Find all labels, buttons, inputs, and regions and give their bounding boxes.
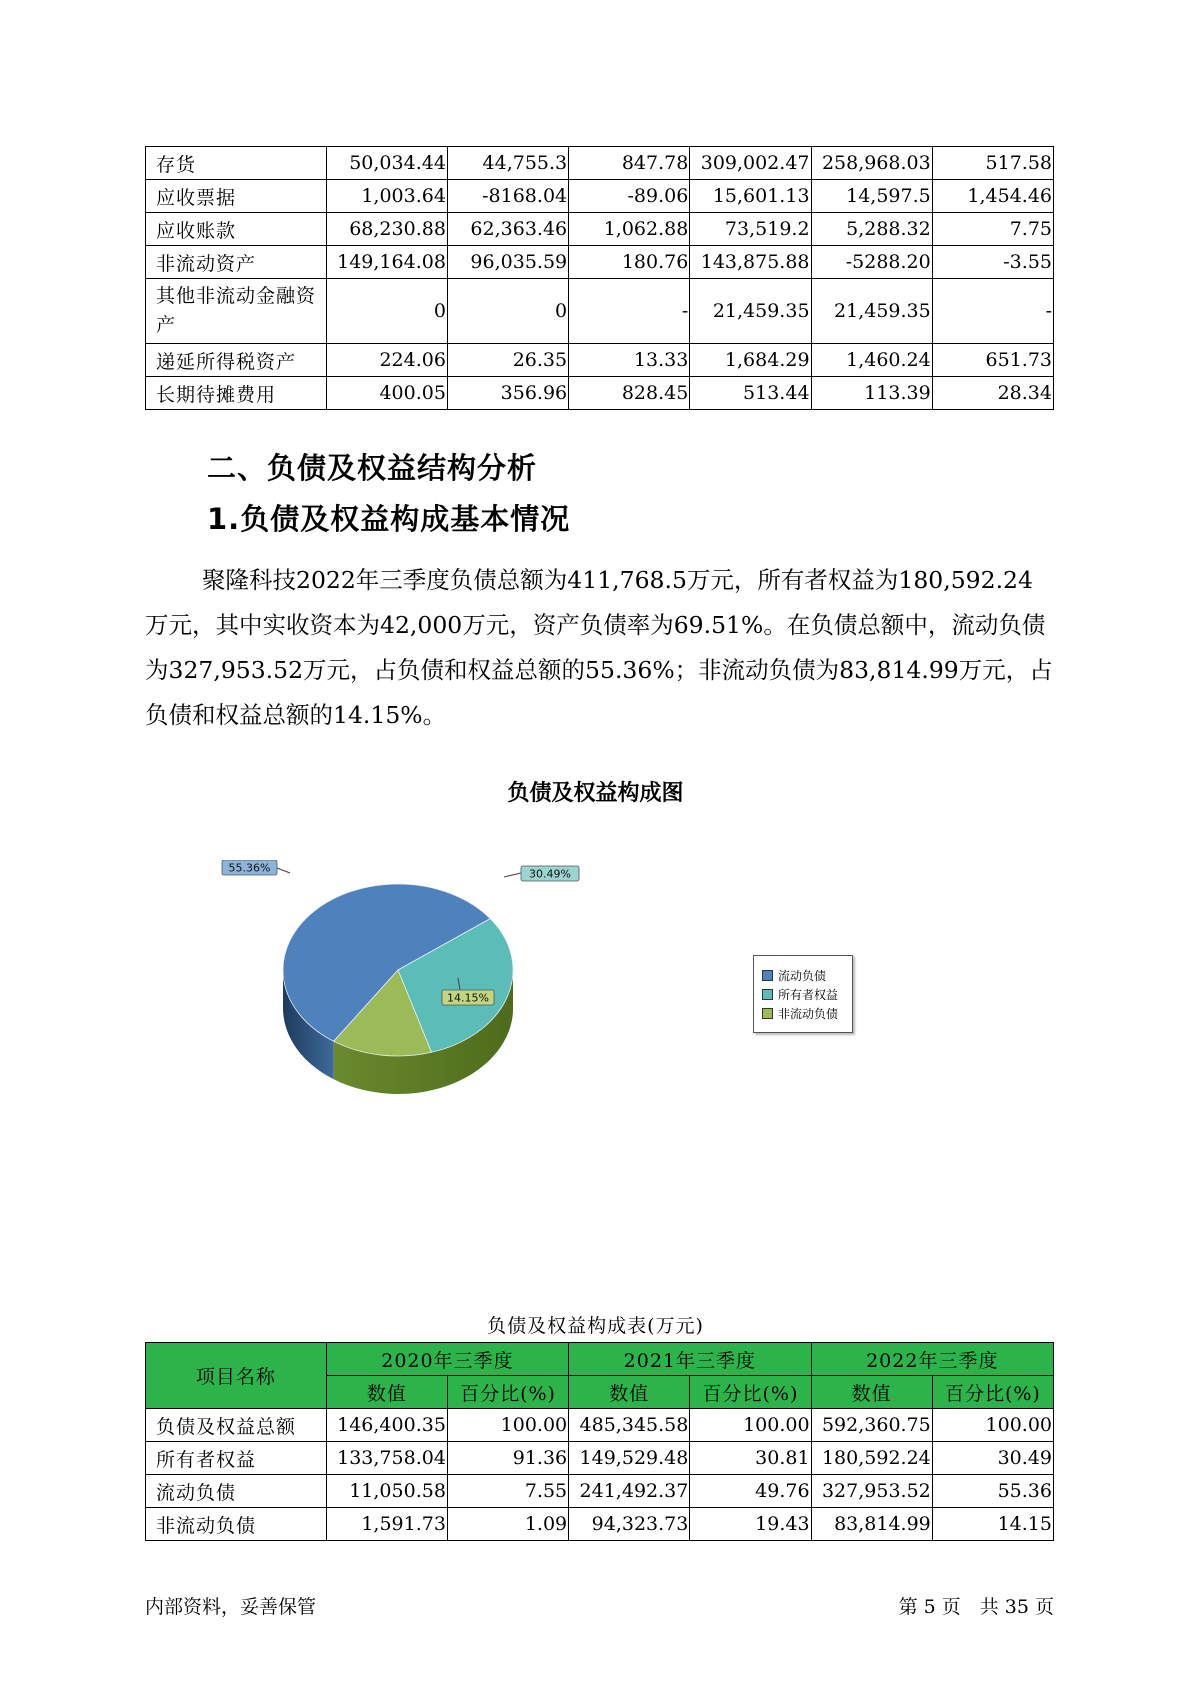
legend-item: [762, 985, 852, 1004]
table-cell: 180.76: [569, 246, 690, 279]
header-percent: 百分比(%): [690, 1376, 811, 1409]
table-cell: 149,529.48: [569, 1442, 690, 1475]
table-cell: 7.75: [932, 213, 1053, 246]
table-cell: 327,953.52: [811, 1475, 932, 1508]
table-cell: 146,400.35: [326, 1409, 447, 1442]
row-label: 非流动资产: [146, 246, 327, 279]
table-row: [146, 246, 1054, 279]
footer-page-number: 第 5 页 共 35 页: [898, 1596, 1054, 1618]
table-cell: 1,003.64: [326, 180, 447, 213]
row-label: 非流动负债: [146, 1508, 327, 1541]
table-cell: 11,050.58: [326, 1475, 447, 1508]
table-cell: 241,492.37: [569, 1475, 690, 1508]
table-cell: 133,758.04: [326, 1442, 447, 1475]
table-cell: 19.43: [690, 1508, 811, 1541]
table-cell: 0: [447, 279, 568, 344]
table-cell: 13.33: [569, 344, 690, 377]
table-cell: 1,591.73: [326, 1508, 447, 1541]
legend-label: 流动负债: [778, 969, 827, 983]
row-label: 其他非流动金融资产: [146, 279, 327, 344]
data-label: 14.15%: [447, 991, 489, 1005]
data-label: 55.36%: [228, 861, 271, 875]
table-cell: -5288.20: [811, 246, 932, 279]
table-cell: 100.00: [447, 1409, 568, 1442]
table-cell: 400.05: [326, 377, 447, 410]
row-label: 递延所得税资产: [146, 344, 327, 377]
table-cell: 21,459.35: [690, 279, 811, 344]
table-cell: -89.06: [569, 180, 690, 213]
table-cell: 224.06: [326, 344, 447, 377]
legend-item: [762, 966, 852, 985]
table-cell: 55.36: [932, 1475, 1053, 1508]
table-cell: 14,597.5: [811, 180, 932, 213]
table-cell: -8168.04: [447, 180, 568, 213]
legend-swatch: [762, 1008, 773, 1019]
header-value: 数值: [569, 1376, 690, 1409]
table-cell: 96,035.59: [447, 246, 568, 279]
table-row: [146, 377, 1054, 410]
table-cell: 68,230.88: [326, 213, 447, 246]
table-cell: -3.55: [932, 246, 1053, 279]
table-row: [146, 1442, 1054, 1475]
table-cell: 44,755.3: [447, 147, 568, 180]
table-row: [146, 1475, 1054, 1508]
table-row: [146, 344, 1054, 377]
table-row: [146, 1409, 1054, 1442]
section-heading: 二、负债及权益结构分析: [207, 451, 538, 485]
table-caption: 负债及权益构成表(万元): [487, 1315, 704, 1337]
table-cell: 21,459.35: [811, 279, 932, 344]
table-cell: 517.58: [932, 147, 1053, 180]
table-cell: 73,519.2: [690, 213, 811, 246]
label-leader-line: [277, 868, 290, 873]
legend-label: 所有者权益: [778, 988, 839, 1002]
table-cell: 847.78: [569, 147, 690, 180]
table-cell: 15,601.13: [690, 180, 811, 213]
table-cell: 592,360.75: [811, 1409, 932, 1442]
chart-legend: [753, 955, 853, 1033]
table-cell: 1,684.29: [690, 344, 811, 377]
row-label: 应收票据: [146, 180, 327, 213]
row-label: 应收账款: [146, 213, 327, 246]
table-cell: 1.09: [447, 1508, 568, 1541]
table-cell: 7.55: [447, 1475, 568, 1508]
table-row: [146, 180, 1054, 213]
header-year-2020: 2020年三季度: [326, 1343, 568, 1376]
table-cell: 258,968.03: [811, 147, 932, 180]
header-year-2022: 2022年三季度: [811, 1343, 1053, 1376]
summary-paragraph: 聚隆科技2022年三季度负债总额为411,768.5万元，所有者权益为180,592.24万元，其中实收资本为42,000万元，资产负债率为69.51%。在负债总额中，流动负债为327,953.52万元，占负债和权益总额的55.36%；非流动负债为83,814.99万元，占负债和权益总额的14.15%。: [145, 566, 1053, 729]
table-cell: 485,345.58: [569, 1409, 690, 1442]
liability-equity-table: [145, 1342, 1054, 1541]
table-cell: 1,460.24: [811, 344, 932, 377]
row-label: 存货: [146, 147, 327, 180]
chart-title: 负债及权益构成图: [507, 781, 684, 806]
row-label: 流动负债: [146, 1475, 327, 1508]
table-header-row: [146, 1343, 1054, 1376]
table-cell: 309,002.47: [690, 147, 811, 180]
table-cell: 94,323.73: [569, 1508, 690, 1541]
table-cell: 50,034.44: [326, 147, 447, 180]
table-cell: 62,363.46: [447, 213, 568, 246]
row-label: 长期待摊费用: [146, 377, 327, 410]
legend-swatch: [762, 970, 773, 981]
footer-confidential: 内部资料，妥善保管: [145, 1596, 317, 1618]
data-label: 30.49%: [529, 867, 571, 881]
legend-item: [762, 1004, 852, 1023]
table-row: [146, 147, 1054, 180]
table-cell: 828.45: [569, 377, 690, 410]
header-year-2021: 2021年三季度: [569, 1343, 811, 1376]
table-cell: 0: [326, 279, 447, 344]
table-cell: 100.00: [690, 1409, 811, 1442]
sub-heading: 1.负债及权益构成基本情况: [207, 502, 571, 536]
table-cell: 1,454.46: [932, 180, 1053, 213]
table-cell: 91.36: [447, 1442, 568, 1475]
table-cell: 26.35: [447, 344, 568, 377]
table-cell: 1,062.88: [569, 213, 690, 246]
table-cell: 49.76: [690, 1475, 811, 1508]
header-value: 数值: [326, 1376, 447, 1409]
row-label: 所有者权益: [146, 1442, 327, 1475]
header-percent: 百分比(%): [932, 1376, 1053, 1409]
legend-label: 非流动负债: [778, 1007, 839, 1021]
label-leader-line: [504, 873, 521, 877]
table-cell: 14.15: [932, 1508, 1053, 1541]
table-cell: -: [932, 279, 1053, 344]
row-label: 负债及权益总额: [146, 1409, 327, 1442]
table-cell: 5,288.32: [811, 213, 932, 246]
table-cell: 513.44: [690, 377, 811, 410]
table-cell: 143,875.88: [690, 246, 811, 279]
table-cell: 30.49: [932, 1442, 1053, 1475]
table-cell: 28.34: [932, 377, 1053, 410]
table-cell: -: [569, 279, 690, 344]
table-cell: 113.39: [811, 377, 932, 410]
header-percent: 百分比(%): [447, 1376, 568, 1409]
legend-swatch: [762, 989, 773, 1000]
table-row: [146, 213, 1054, 246]
table-cell: 100.00: [932, 1409, 1053, 1442]
header-value: 数值: [811, 1376, 932, 1409]
table-cell: 83,814.99: [811, 1508, 932, 1541]
header-item-name: 项目名称: [146, 1343, 327, 1409]
table-cell: 356.96: [447, 377, 568, 410]
table-row: [146, 279, 1054, 344]
table-row: [146, 1508, 1054, 1541]
table-cell: 30.81: [690, 1442, 811, 1475]
pie-chart: [220, 860, 640, 1100]
table-cell: 651.73: [932, 344, 1053, 377]
table-cell: 180,592.24: [811, 1442, 932, 1475]
table-cell: 149,164.08: [326, 246, 447, 279]
asset-comparison-table: [145, 146, 1054, 410]
